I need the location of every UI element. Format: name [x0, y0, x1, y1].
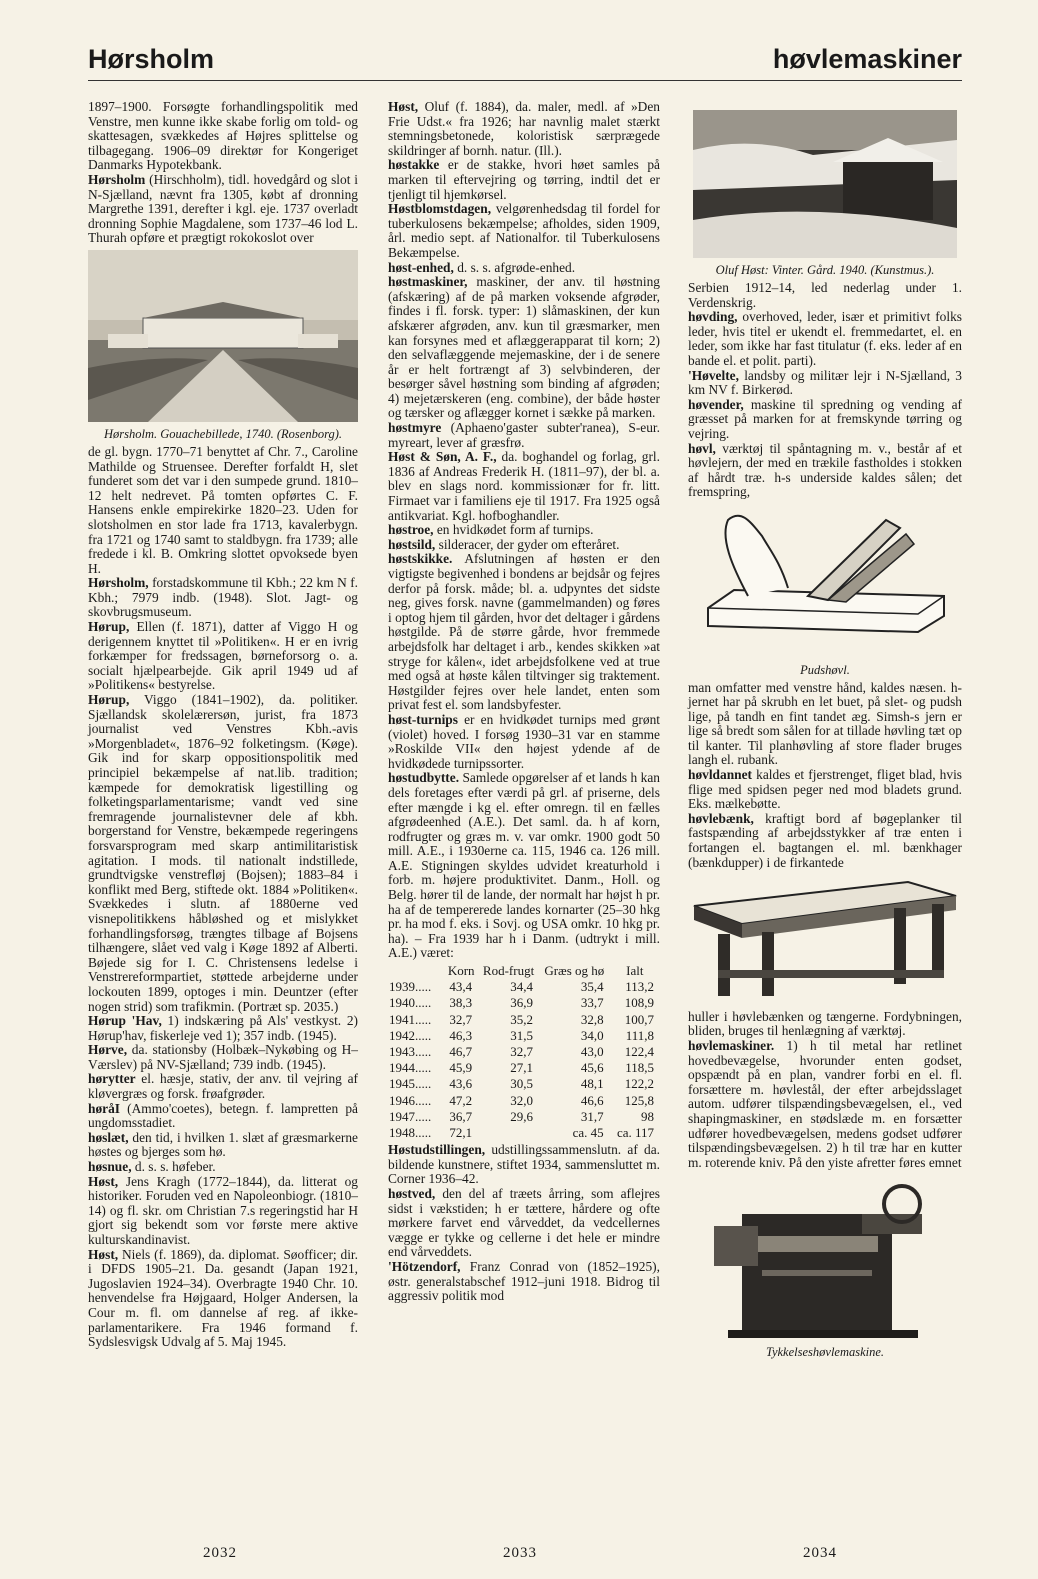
table-cell: 31,5 — [510, 1027, 533, 1043]
table-cell: 43,4 — [449, 979, 473, 995]
figure-pudshovl — [688, 504, 962, 677]
table-row — [388, 979, 660, 995]
table-cell: 108,9 — [624, 995, 654, 1011]
header-rule — [88, 80, 962, 81]
column-2034 — [688, 100, 962, 1363]
column-2032 — [88, 100, 358, 1350]
table-cell: 34,0 — [580, 1027, 604, 1043]
table-cell: 35,4 — [580, 979, 604, 995]
table-header: Korn — [447, 963, 475, 979]
entry-hovlebaenk: høvlebænk, kraftigt bord af bøgeplanker til fastspænding af arbejdsstykker af træ enten i fortangen el. bagtangen el. ml. bænkhager (bænkdupper) i de firkantede — [688, 810, 962, 870]
table-cell: 32,0 — [510, 1092, 533, 1108]
table-cell: 38,3 — [449, 995, 473, 1011]
table-cell: 122,2 — [624, 1076, 654, 1092]
entry-host-oluf: Høst, Oluf (f. 1884), da. maler, medl. af »Den Frie Udst.« fra 1926; har navnlig malet stærkt stemningsbetonede, koloristisk særprægede skildringer af bornh. natur. (Ill.). — [388, 99, 660, 158]
entry-horup-viggo: Hørup, Viggo (1841–1902), da. politiker. Sjællandsk skolelærersøn, jurist, fra 1873 journalist ved Venstres Kbh.-avis »Morgenbladet«, 1876–92 folketingsm. (Køge). Gik ind for skarp oppositionspolitik med principiel bekæmpelse af nat.lib. tradition; kæmpede for demokratisk ligestilling og folketingsparlamentarisme; vandt ved sine fremragende journalistevner dele af kbh. borgerstand for Venstre, bekæmpede regeringens forsvarsprogram med skarp antimilitaristisk agitation. I mods. til nationalt indstillede, grundtvigske venstrefløj (Bojsen); 1883–84 i konflikt med Berg, stiftede okt. 1884 »Politiken«. Svækkedes i slutn. af 1880erne ved visnepolitikkens håbløshed og et mislykket forhandlingsforsøg, trængtes tilbage af Bojsens tilhængere, slået ved valg i Køge 1892 af Alberti. Bøjede sig for I. C. Christensens ledelse i Venstrereformpartiet, støttede arbejderne under lockouten 1899, optoges i min. Deuntzer (efter nogen strid) som trafikmin. (Portræt sp. 2035.) — [88, 692, 358, 1014]
entry-horsholm: Hørsholm (Hirschholm), tidl. hovedgård og slot i N-Sjælland, nævnt fra 1305, købt af dronning Margrethe 1391, derefter i kgl. eje. 1737 overladt dronning Sophie Magdalene, som 1737–46 lod L. Thurah opføre et prægtigt rokokoslot over — [88, 171, 358, 246]
table-cell: 45,6 — [580, 1060, 604, 1076]
table-cell: 98 — [641, 1108, 654, 1124]
table-cell: 1942..... — [389, 1027, 432, 1043]
figure-horsholm — [88, 250, 358, 441]
entry-hovding: høvding, overhoved, leder, især et primitivt folks leder, hvis titel er ukendt el. fremmedartet, el. en leder, som ikke har fast titulatur (f. eks. leder af en bande el. et polit. parti). — [688, 309, 962, 368]
table-header-row — [388, 963, 660, 979]
table-cell: 32,8 — [580, 1011, 604, 1027]
table-cell: 32,7 — [510, 1044, 533, 1060]
table-cell: 33,7 — [580, 995, 604, 1011]
table-cell: ca. 117 — [616, 1125, 654, 1141]
table-header: Rod-frugt — [482, 963, 535, 979]
table-cell: 72,1 — [449, 1125, 473, 1141]
entry-hovl: høvl, værktøj til spåntagning m. v., består af et høvlejern, der med en trækile fastholdes i stokken af hårdt træ. h-s underside kaldes sålen; det fremspring, — [688, 440, 962, 500]
entry-text: 1897–1900. Forsøgte forhandlingspolitik med Venstre, men kunne ikke skabe forlig om told- og skattesagen, svækkedes af Højres splittelse og tilbagegang. 1906–09 direktør for Kongeriget Danmarks Hypotekbank. — [88, 99, 358, 173]
table-cell: 34,4 — [510, 979, 533, 995]
horsholm-painting — [88, 250, 358, 422]
table-cell — [478, 1125, 539, 1141]
table-cell: 1946..... — [389, 1092, 432, 1108]
entry-hostmyre: høstmyre (Aphaeno'gaster subter'ranea), S-eur. myreart, lever af græsfrø. — [388, 420, 660, 450]
table-cell: 46,3 — [449, 1027, 473, 1043]
entry-horal: høråI (Ammo'coetes), betegn. f. lampretten på ungdomsstadiet. — [88, 1100, 358, 1131]
table-cell: 1939..... — [389, 979, 432, 995]
entry-hostsild: høstsild, silderacer, der gyder om efteråret. — [388, 536, 620, 552]
entry-horup-hav: Hørup 'Hav, 1) indskæring på Als' vestkyst. 2) Hørup'hav, fiskerleje ved 1); 357 indb. (1945). — [88, 1013, 358, 1043]
entry-host-niels: Høst, Niels (f. 1869), da. diplomat. Søofficer; dir. i DFDS 1905–21. Da. gesandt (Japan 1921, Jugoslavien 1924–34). Overbragte 1940 Chr. 10. henvendelse fra Højgaard, Holger Andersen, la Cour m. fl. om dannelse af reg. af ikke-parlamentarikere. Fra 1946 formand f. Sydslesvigsk Udvalg af 5. Maj 1945. — [88, 1246, 358, 1350]
entry-hotzendorf: 'Hötzendorf, Franz Conrad von (1852–1925), østr. generalstabschef 1912–juni 1918. Bidrog til aggressiv politik mod — [388, 1259, 660, 1304]
table-cell: 46,6 — [580, 1092, 604, 1108]
table-row — [388, 1012, 660, 1028]
table-cell: 1948..... — [389, 1125, 432, 1141]
figure-caption: Pudshøvl. — [800, 662, 850, 677]
entry-text: huller i høvlebænken og tængerne. Fordybningen, bliden, bruges til henlægning af værktøj. — [688, 1008, 962, 1039]
harvest-table — [388, 963, 660, 1141]
table-cell: 31,7 — [580, 1108, 604, 1124]
entry-horup-ellen: Hørup, Ellen (f. 1871), datter af Viggo H og derigennem knyttet til »Politiken«. H er en ivrig forkæmper for fredssagen, børneforsorg o. a. socialt hjælpearbejde. Gik april 1949 ud af »Politikens« bestyrelse. — [88, 619, 358, 693]
table-cell: 113,2 — [625, 979, 654, 995]
page-number: 2034 — [803, 1545, 837, 1561]
table-cell: 125,8 — [624, 1092, 654, 1108]
entry-text: man omfatter med venstre hånd, kaldes næsen. h-jernet har på skrubh en let buet, på slet- og pudsh lige, på tandh en fint tandet æg. Simsh-s jern er lige så bredt som sålen for at tillade høvling tæt op til kanter. Til planhøvling af store flader bruges langh el. rubank. — [688, 679, 962, 768]
table-row — [388, 1109, 660, 1125]
figure-oluf-host-painting — [688, 110, 962, 277]
figure-workbench — [688, 874, 962, 1006]
table-cell: 1944..... — [389, 1060, 432, 1076]
entry-host-jens: Høst, Jens Kragh (1772–1844), da. litterat og historiker. Foruden ved en Napoleonbiogr. (1810–14) og fl. skr. om Christian 7.s regeringstid har H gjort sig bekendt som vor første mere aktive kulturskandinavist. — [88, 1173, 358, 1247]
table-cell: 30,5 — [510, 1076, 533, 1092]
table-cell: 29,6 — [510, 1108, 533, 1124]
table-cell: 1943..... — [389, 1044, 432, 1060]
page-number: 2032 — [203, 1545, 237, 1561]
table-header: Græs og hø — [544, 963, 605, 979]
entry-hovelte: 'Høvelte, landsby og militær lejr i N-Sjælland, 3 km NV f. Birkerød. — [688, 367, 962, 398]
table-cell: 32,7 — [449, 1011, 473, 1027]
entry-horytter: hørytter el. hæsje, stativ, der anv. til vejring af kløvergræs og forsk. frøafgrøder. — [88, 1071, 358, 1102]
table-cell: 100,7 — [624, 1011, 654, 1027]
entry-text: Serbien 1912–14, led nederlag under 1. Verdenskrig. — [688, 280, 962, 310]
table-cell: 111,8 — [625, 1027, 654, 1043]
thickness-planer-art — [702, 1174, 942, 1340]
workbench-illustration — [688, 874, 962, 1002]
figure-caption: Hørsholm. Gouachebillede, 1740. (Rosenborg). — [103, 426, 343, 441]
entry-hosnue: høsnue, d. s. s. høfeber. — [88, 1159, 216, 1175]
entry-hoslaet: høslæt, den tid, i hvilken 1. slæt af græsmarkerne høstes og bjerges som hø. — [88, 1129, 358, 1160]
table-header — [388, 963, 444, 979]
figure-caption: Tykkelseshøvlemaskine. — [765, 1345, 885, 1360]
table-row — [388, 1044, 660, 1060]
entry-hostblomstdagen: Høstblomstdagen, velgørenhedsdag til fordel for tuberkulosens bekæmpelse; afholdes, siden 1909, årl. medio sept. af Nationalfor. til Tuberkulosens Bekæmpelse. — [388, 201, 660, 260]
winter-farm-painting — [693, 110, 957, 258]
table-cell: 122,4 — [624, 1044, 654, 1060]
table-cell: 36,7 — [449, 1108, 473, 1124]
table-header: Ialt — [626, 963, 644, 979]
header-left-title: Hørsholm — [88, 44, 215, 74]
winter-farm-painting-art — [693, 110, 957, 258]
entry-text: de gl. bygn. 1770–71 benyttet af Chr. 7., Caroline Mathilde og Struensee. Derefter forfaldt H, slet funderet som det var i den sumpede grund. 1810–12 helt nedrevet. På tomten opførtes C. F. Hansens enkle empirekirke 1820–23. Uden for slotsholmen en stor lade fra 1713, kavalerbygn. fra 1721 og 1740 samt to staldbygn. fra 1739; alle fredede i kl. B. Omkring slottet opvoksede byen H. — [88, 443, 358, 576]
table-cell: 35,2 — [510, 1011, 533, 1027]
entry-horsholm-kommune: Hørsholm, forstadskommune til Kbh.; 22 km N f. Kbh.; 7979 indb. (1948). Slot. Jagt- og skovbrugsmuseum. — [88, 575, 358, 620]
table-cell: 47,2 — [449, 1092, 473, 1108]
figure-tykkelseshovlemaskine — [688, 1174, 962, 1359]
table-cell: 36,9 — [510, 995, 533, 1011]
entry-hovlemaskiner: høvlemaskiner. 1) h til metal har retlinet hovedbevægelse, hvorunder enten godset, opspændt på en plan, vandrer forbi en el. fl. forsættere m. høvlestål, der efter arbejdsslaget autom. udfører tilspændingsbevægelsen, el., ved shapingmaskiner, en stødslæde m. en forsætter udfører hovedbevægelsen, medens godset udfører tilspændingsbevægelsen. 2) h til træ har en kutter m. roterende kniv. På den yiste afretter føres emnet — [688, 1038, 962, 1170]
entry-horve: Hørve, da. stationsby (Holbæk–Nykøbing og H–Værslev) på NV-Sjælland; 739 indb. (1945). — [88, 1042, 358, 1072]
table-cell: 43,0 — [580, 1044, 604, 1060]
table-row — [388, 1125, 660, 1141]
entry-hostskikke: høstskikke. Afslutningen af høsten er den vigtigste begivenhed i bondens ar bejdsår og fejres derfor på forsk. måde; bl. a. udpyntes det sidste neg, gives forsk. navne (gammelmanden) og føres i optog hjem til gården, hvor det deltager i gårdens høstgilde. På de større gårde, hvor fremmede arbejdsfolk har deltaget i arb., kendes skikken »at stryge for kålen«, idet arbejdsfolkene ved at true med også at høste kålen tiltvinger sig traktement. Høstgilder fejres over hele landet, enten som privat fest el. som landsbyfester. — [388, 551, 660, 713]
table-cell: 46,7 — [449, 1044, 473, 1060]
table-cell: 1941..... — [389, 1011, 432, 1027]
table-cell: 43,6 — [449, 1076, 473, 1092]
entry-hovldannet: høvldannet kaldes et fjerstrenget, fliget blad, hvis flige med spidsen peger ned mod bladets grund. Eks. mælkebøtte. — [688, 767, 962, 812]
entry-hostakke: høstakke er de stakke, hvori høet samles på marken til eftervejring og tørring, indtil det er tjenligt til hjemkørsel. — [388, 157, 660, 202]
column-2033 — [388, 100, 660, 1304]
thickness-planer-photo — [702, 1174, 942, 1340]
table-cell: 1945..... — [389, 1076, 432, 1092]
table-cell: ca. 45 — [572, 1125, 604, 1141]
entry-hostudstillingen: Høstudstillingen, udstillingssammenslutn. af da. bildende kunstnere, stiftet 1934, sammensluttet m. Corner 1936–42. — [388, 1142, 660, 1187]
table-row — [388, 1060, 660, 1076]
entry-hostved: høstved, den del af træets årring, som aflejres sidst i vækstiden; h er tættere, hårdere og ofte mørkere farvet end vårveddet, da vedcellernes vægge er tykke og cellerne i det hele er mindre end vårveddets. — [388, 1186, 660, 1260]
page-number: 2033 — [503, 1545, 537, 1561]
table-cell: 118,5 — [625, 1060, 654, 1076]
table-cell: 1940..... — [389, 995, 432, 1011]
table-row — [388, 1093, 660, 1109]
table-cell: 27,1 — [510, 1060, 533, 1076]
table-row — [388, 1076, 660, 1092]
entry-hovender: høvender, maskine til spredning og vending af græsset på marken for at fremskynde tørring og vejring. — [688, 396, 962, 441]
header-right-title: høvlemaskiner — [772, 44, 962, 74]
table-cell: 1947..... — [389, 1108, 432, 1124]
plane-illustration — [688, 504, 962, 654]
entry-hostroe: høstroe, en hvidkødet form af turnips. — [388, 522, 594, 538]
table-row — [388, 1028, 660, 1044]
entry-hostudbytte: høstudbytte. Samlede opgørelser af et lands h kan dels foretages efter værdi på grl. af priserne, dels efter mængde i kg el. efter omregn. til en fælles afgrødeenhed (A.E.). Det saml. da. h af korn, rodfrugter og græs m. v. var omkr. 1900 godt 50 mill. A.E., i 1930erne ca. 115, 1946 ca. 126 mill. A.E. Stigningen skyldes udvidet kreaturhold i forb. m. højere produktivitet. Danm., Holl. og Belg. hører til de lande, der normalt har højst h pr. ha af de tempererede landes kornarter (25–30 hkg pr. ha mod f. eks. i Sovj. og USA omkr. 10 hkg pr. ha). – Fra 1939 har h i Danm. (udtrykt i mill. A.E.) været: — [388, 770, 660, 961]
table-row — [388, 995, 660, 1011]
entry-hostmaskiner: høstmaskiner, maskiner, der anv. til høstning (afskæring) af de på marken voksende afgrøder, findes i fl. forsk. typer: 1) slåmaskinen, der kun afskærer afgrøden, anv. kun til græsmarker, men kan forsynes med et aflæggerapparat til korn; 2) den selvaflæggende mejemaskine, der i de senere år er helt fortrængt af 3) selvbinderen, der besørger såvel høstning som binding af afgrøden; 4) mejetærskeren (eng. combine), der både høster og tærsker og aflægger kornet i sække på marken. — [388, 274, 660, 421]
entry-host-enhed: høst-enhed, d. s. s. afgrøde-enhed. — [388, 259, 576, 275]
horsholm-painting-art — [88, 250, 358, 422]
table-cell: 45,9 — [449, 1060, 473, 1076]
table-cell: 48,1 — [580, 1076, 604, 1092]
figure-caption: Oluf Høst: Vinter. Gård. 1940. (Kunstmus.). — [715, 263, 935, 277]
entry-host-turnips: høst-turnips er en hvidkødet turnips med grønt (violet) hoved. I forsøg 1930–31 var en stamme »Roskilde VII« den højest ydende af de hvidkødede turnipssorter. — [388, 711, 660, 771]
entry-host-og-son: Høst & Søn, A. F., da. boghandel og forlag, grl. 1836 af Andreas Frederik H. (1811–97), der bl. a. blev en slags nord. kommissionær for fr. litt. Firmaet var i familiens eje til 1917. Fra 1925 også antikvariat. Kgl. hofboghandler. — [388, 449, 661, 523]
